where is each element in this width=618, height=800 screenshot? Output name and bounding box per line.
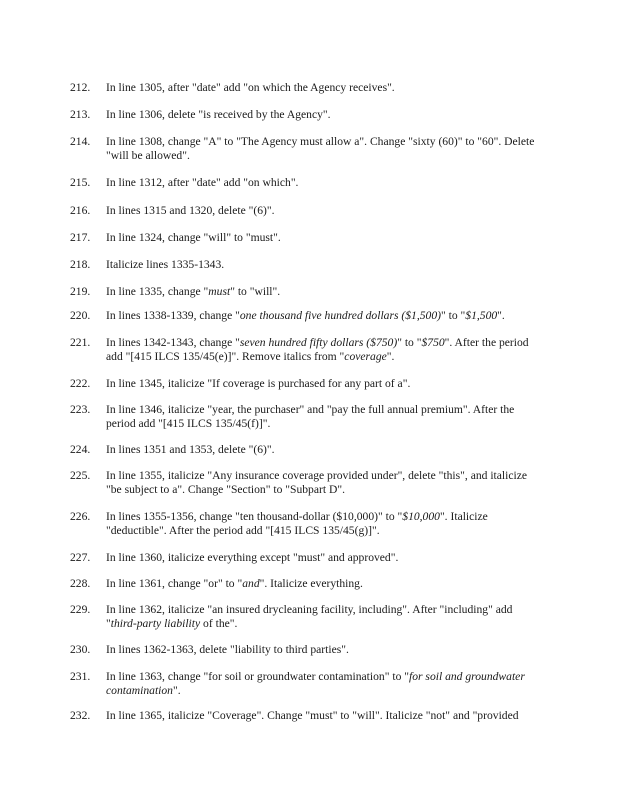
list-item (70, 403, 538, 430)
item-number: 232. (70, 709, 91, 722)
item-text: In line 1345, italicize "If coverage is purchased for any part of a". (106, 377, 411, 390)
item-number: 220. (70, 309, 91, 322)
item-text: In line 1306, delete "is received by the Agency". (106, 108, 331, 121)
item-text: In line 1360, italicize everything except "must" and approved". (106, 551, 399, 564)
list-item (70, 443, 538, 457)
item-text: In lines 1342-1343, change "seven hundred fifty dollars ($750)" to "$750". After the period add "[415 ILCS 135/45(e)]". Remove italics from "coverage". (106, 336, 529, 363)
list-item (70, 577, 538, 591)
list-item (70, 231, 538, 245)
list-item (70, 670, 538, 697)
item-number: 230. (70, 643, 91, 656)
item-text: In line 1324, change "will" to "must". (106, 231, 281, 244)
list-item (70, 469, 538, 496)
list-item (70, 204, 538, 218)
item-number: 231. (70, 670, 91, 683)
list-item (70, 108, 538, 122)
item-number: 228. (70, 577, 91, 590)
item-text: In line 1363, change "for soil or groundwater contamination" to "for soil and groundwater contamination". (106, 670, 525, 697)
item-text: In lines 1315 and 1320, delete "(6)". (106, 204, 275, 217)
list-item (70, 510, 538, 537)
item-text: In line 1312, after "date" add "on which". (106, 176, 299, 189)
item-text: In line 1362, italicize "an insured drycleaning facility, including". After "including" add "third-party liability of the". (106, 603, 513, 630)
list-item (70, 309, 538, 323)
item-text: In lines 1351 and 1353, delete "(6)". (106, 443, 275, 456)
item-text: In lines 1362-1363, delete "liability to third parties". (106, 643, 349, 656)
item-text: In line 1335, change "must" to "will". (106, 285, 281, 298)
list-item (70, 603, 538, 630)
item-text: In lines 1355-1356, change "ten thousand-dollar ($10,000)" to "$10,000". Italicize "deductible". After the period add "[415 ILCS 135/45(g)]". (106, 510, 488, 537)
item-text: In line 1346, italicize "year, the purchaser" and "pay the full annual premium". After the period add "[415 ILCS 135/45(f)]". (106, 403, 515, 430)
item-text: In line 1305, after "date" add "on which the Agency receives". (106, 81, 395, 94)
item-number: 214. (70, 135, 91, 148)
item-number: 221. (70, 336, 91, 349)
list-item (70, 285, 538, 299)
item-number: 218. (70, 258, 91, 271)
item-number: 216. (70, 204, 91, 217)
item-number: 219. (70, 285, 91, 298)
item-text: In line 1365, italicize "Coverage". Change "must" to "will". Italicize "not" and "provided (106, 709, 519, 722)
list-item (70, 258, 538, 272)
item-text: In line 1355, italicize "Any insurance coverage provided under", delete "this", and italicize "be subject to a". Change "Section" to "Subpart D". (106, 469, 528, 496)
list-item (70, 176, 538, 190)
list-item (70, 643, 538, 657)
item-text: Italicize lines 1335-1343. (106, 258, 225, 271)
item-number: 212. (70, 81, 91, 94)
list-item (70, 135, 538, 162)
list-item (70, 551, 538, 565)
item-number: 225. (70, 469, 91, 482)
list-item (70, 336, 538, 363)
item-number: 217. (70, 231, 91, 244)
item-number: 215. (70, 176, 91, 189)
item-number: 213. (70, 108, 91, 121)
item-number: 222. (70, 377, 91, 390)
item-number: 229. (70, 603, 91, 616)
item-number: 224. (70, 443, 91, 456)
item-text: In line 1361, change "or" to "and". Italicize everything. (106, 577, 363, 590)
item-text: In line 1308, change "A" to "The Agency must allow a". Change "sixty (60)" to "60". Delete "will be allowed". (106, 135, 535, 162)
list-item (70, 709, 538, 723)
item-number: 223. (70, 403, 91, 416)
item-number: 227. (70, 551, 91, 564)
item-number: 226. (70, 510, 91, 523)
item-text: In lines 1338-1339, change "one thousand five hundred dollars ($1,500)" to "$1,500". (106, 309, 505, 322)
list-item (70, 81, 538, 95)
list-item (70, 377, 538, 391)
